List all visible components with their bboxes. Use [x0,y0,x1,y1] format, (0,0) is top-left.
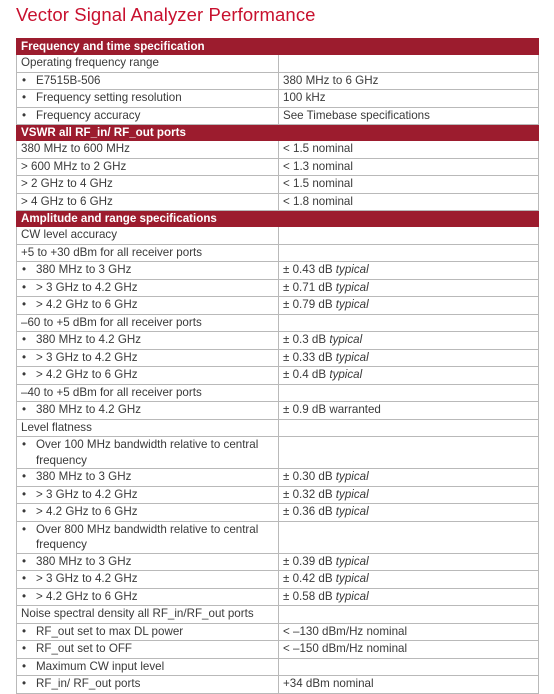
bullet-item [21,73,274,89]
spec-label: > 4.2 GHz to 6 GHz [36,298,138,311]
bullet-item [21,522,274,553]
table-row [17,367,539,385]
table-row [17,90,539,108]
spec-qualifier: typical [335,350,369,364]
spec-value: < 1.3 nominal [283,159,353,173]
spec-value-cell [279,279,539,297]
bullet-item [21,504,274,520]
bullet-icon: • [22,263,27,276]
table-row [17,623,539,641]
table-row [17,606,539,624]
bullet-item [21,641,274,657]
section-header [17,39,539,55]
spec-label-cell [17,606,279,624]
bullet-icon: • [22,589,27,603]
spec-value: 100 kHz [283,91,326,104]
table-row [17,314,539,332]
bullet-item [21,676,274,692]
spec-label-cell [17,332,279,350]
spec-value-cell [279,72,539,90]
spec-qualifier: typical [335,280,369,294]
bullet-item [21,624,274,640]
spec-label-cell [17,623,279,641]
spec-value-cell [279,641,539,659]
table-row [17,402,539,420]
table-row [17,244,539,262]
bullet-icon: • [22,659,27,673]
table-row [17,521,539,553]
spec-label: > 600 MHz to 2 GHz [21,159,127,173]
spec-label-cell [17,176,279,194]
bullet-item [21,487,274,503]
spec-label: Frequency accuracy [36,108,141,122]
table-row [17,158,539,176]
spec-value: ± 0.42 dB [283,572,333,585]
bullet-icon: • [22,280,27,294]
spec-label: –40 to +5 dBm for all receiver ports [21,385,202,399]
spec-value-cell [279,521,539,553]
spec-label: 380 MHz to 4.2 GHz [36,403,142,416]
spec-label-cell [17,384,279,402]
spec-label-cell [17,553,279,571]
spec-value: ± 0.36 dB [283,505,333,518]
spec-label: > 4.2 GHz to 6 GHz [36,505,138,518]
spec-label-cell [17,90,279,108]
spec-value-cell [279,332,539,350]
spec-value: < 1.5 nominal [283,177,353,190]
bullet-item [21,469,274,485]
spec-label: E7515B-506 [36,73,101,87]
spec-label: > 4 GHz to 6 GHz [21,194,113,208]
bullet-icon: • [22,624,27,638]
bullet-item [21,589,274,605]
spec-value: ± 0.32 dB [283,487,333,501]
table-row [17,227,539,245]
spec-label: 380 MHz to 600 MHz [21,142,130,155]
spec-value-cell [279,90,539,108]
table-row [17,55,539,73]
spec-label-cell [17,227,279,245]
spec-label-cell [17,55,279,73]
spec-value: ± 0.71 dB [283,280,333,294]
bullet-item [21,280,274,296]
spec-value: < 1.8 nominal [283,194,353,208]
spec-value-cell [279,227,539,245]
spec-label-cell [17,349,279,367]
spec-value-cell [279,262,539,280]
spec-label: Over 100 MHz bandwidth relative to central frequency [36,438,259,467]
spec-label: 380 MHz to 3 GHz [36,470,132,483]
bullet-item [21,659,274,675]
bullet-item [21,108,274,124]
table-row [17,384,539,402]
section-title: Amplitude and range specifications [17,211,539,227]
bullet-icon: • [22,368,27,381]
spec-label: > 3 GHz to 4.2 GHz [36,280,138,294]
spec-value: ± 0.4 dB [283,368,327,381]
page-title: Vector Signal Analyzer Performance [16,4,316,25]
spec-label: Frequency setting resolution [36,91,182,104]
bullet-icon: • [22,438,27,451]
spec-label: RF_out set to max DL power [36,624,184,638]
spec-qualifier: typical [335,487,369,501]
spec-label: > 3 GHz to 4.2 GHz [36,572,138,585]
spec-value-cell [279,588,539,606]
spec-label-cell [17,72,279,90]
spec-qualifier: typical [335,263,369,276]
spec-label-cell [17,437,279,469]
spec-value-cell [279,402,539,420]
spec-value-cell [279,658,539,676]
table-row [17,658,539,676]
table-row [17,571,539,589]
spec-label: 380 MHz to 4.2 GHz [36,333,142,346]
spec-value-cell [279,486,539,504]
table-row [17,72,539,90]
spec-value: < 1.5 nominal [283,142,353,155]
bullet-item [21,297,274,313]
spec-label-cell [17,107,279,125]
spec-label: 380 MHz to 3 GHz [36,554,132,568]
table-row [17,504,539,522]
spec-value-cell [279,469,539,487]
bullet-icon: • [22,470,27,483]
spec-label: > 4.2 GHz to 6 GHz [36,368,138,381]
bullet-item [21,350,274,366]
spec-value-cell [279,367,539,385]
spec-value: ± 0.43 dB [283,263,333,276]
spec-qualifier: typical [335,589,369,603]
spec-label-cell [17,504,279,522]
spec-value-cell [279,553,539,571]
bullet-icon: • [22,572,27,585]
spec-label-cell [17,367,279,385]
spec-value: ± 0.39 dB [283,554,333,568]
spec-value: ± 0.3 dB [283,333,327,346]
spec-label: CW level accuracy [21,228,117,241]
spec-value: +34 dBm nominal [283,677,374,690]
table-row [17,553,539,571]
table-row [17,469,539,487]
table-row [17,297,539,315]
spec-label: Over 800 MHz bandwidth relative to central frequency [36,522,259,551]
bullet-icon: • [22,333,27,346]
spec-value-cell [279,55,539,73]
bullet-icon: • [22,505,27,518]
table-row [17,332,539,350]
section-header [17,211,539,227]
spec-value-cell [279,437,539,469]
table-row [17,676,539,694]
table-row [17,107,539,125]
bullet-icon: • [22,73,27,87]
spec-label-cell [17,521,279,553]
spec-table [16,38,539,694]
spec-label-cell [17,297,279,315]
bullet-item [21,367,274,383]
bullet-icon: • [22,403,27,416]
spec-value: 380 MHz to 6 GHz [283,73,379,87]
bullet-item [21,554,274,570]
bullet-icon: • [22,108,27,122]
spec-label-cell [17,641,279,659]
bullet-item [21,437,274,468]
spec-label: Operating frequency range [21,56,159,69]
section-title: Frequency and time specification [17,39,539,55]
spec-label-cell [17,314,279,332]
bullet-item [21,571,274,587]
table-row [17,279,539,297]
spec-label: RF_in/ RF_out ports [36,677,141,690]
table-row [17,176,539,194]
spec-label: +5 to +30 dBm for all receiver ports [21,245,203,259]
bullet-item [21,332,274,348]
spec-value-cell [279,176,539,194]
spec-value-cell [279,297,539,315]
section-title: VSWR all RF_in/ RF_out ports [17,125,539,141]
spec-label-cell [17,262,279,280]
spec-value: ± 0.30 dB [283,470,333,483]
spec-value-cell [279,141,539,159]
table-row [17,437,539,469]
spec-value-cell [279,606,539,624]
spec-value: ± 0.58 dB [283,589,333,603]
spec-value: ± 0.9 dB warranted [283,403,381,416]
spec-value: See Timebase specifications [283,108,430,122]
spec-qualifier: typical [335,298,369,311]
spec-value-cell [279,419,539,437]
bullet-item [21,402,274,418]
spec-qualifier: typical [335,572,369,585]
bullet-icon: • [22,554,27,568]
table-row [17,588,539,606]
spec-label-cell [17,571,279,589]
spec-qualifier: typical [335,470,369,483]
spec-label: 380 MHz to 3 GHz [36,263,132,276]
spec-label-cell [17,486,279,504]
spec-value-cell [279,158,539,176]
spec-label: –60 to +5 dBm for all receiver ports [21,315,202,329]
table-row [17,349,539,367]
spec-label-cell [17,193,279,211]
bullet-icon: • [22,91,27,104]
spec-value: ± 0.79 dB [283,298,333,311]
bullet-icon: • [22,642,27,655]
spec-value-cell [279,193,539,211]
spec-label: > 3 GHz to 4.2 GHz [36,487,138,501]
section-header [17,125,539,141]
spec-label: > 4.2 GHz to 6 GHz [36,589,138,603]
spec-value: < –150 dBm/Hz nominal [283,642,408,655]
spec-label-cell [17,279,279,297]
bullet-icon: • [22,522,27,536]
table-row [17,193,539,211]
spec-value: < –130 dBm/Hz nominal [283,624,408,638]
spec-value-cell [279,676,539,694]
spec-qualifier: typical [329,368,363,381]
bullet-icon: • [22,350,27,364]
spec-label-cell [17,676,279,694]
spec-label: > 3 GHz to 4.2 GHz [36,350,138,364]
spec-label: Maximum CW input level [36,659,165,673]
table-row [17,486,539,504]
spec-value-cell [279,504,539,522]
spec-value-cell [279,384,539,402]
spec-label: RF_out set to OFF [36,642,132,655]
table-row [17,262,539,280]
spec-value-cell [279,314,539,332]
spec-label: Level flatness [21,420,92,434]
spec-qualifier: typical [335,505,369,518]
spec-label-cell [17,658,279,676]
spec-label-cell [17,419,279,437]
spec-value-cell [279,349,539,367]
spec-label: > 2 GHz to 4 GHz [21,177,113,190]
spec-label: Noise spectral density all RF_in/RF_out ports [21,607,254,620]
spec-label-cell [17,588,279,606]
spec-label-cell [17,158,279,176]
spec-value-cell [279,571,539,589]
table-row [17,141,539,159]
bullet-item [21,262,274,278]
spec-label-cell [17,141,279,159]
spec-label-cell [17,469,279,487]
bullet-item [21,90,274,106]
spec-value: ± 0.33 dB [283,350,333,364]
spec-label-cell [17,244,279,262]
spec-value-cell [279,244,539,262]
spec-value-cell [279,107,539,125]
spec-value-cell [279,623,539,641]
table-row [17,641,539,659]
spec-qualifier: typical [329,333,363,346]
bullet-icon: • [22,487,27,501]
bullet-icon: • [22,298,27,311]
spec-table-body [17,39,539,694]
bullet-icon: • [22,677,27,690]
table-row [17,419,539,437]
spec-label-cell [17,402,279,420]
spec-qualifier: typical [335,554,369,568]
